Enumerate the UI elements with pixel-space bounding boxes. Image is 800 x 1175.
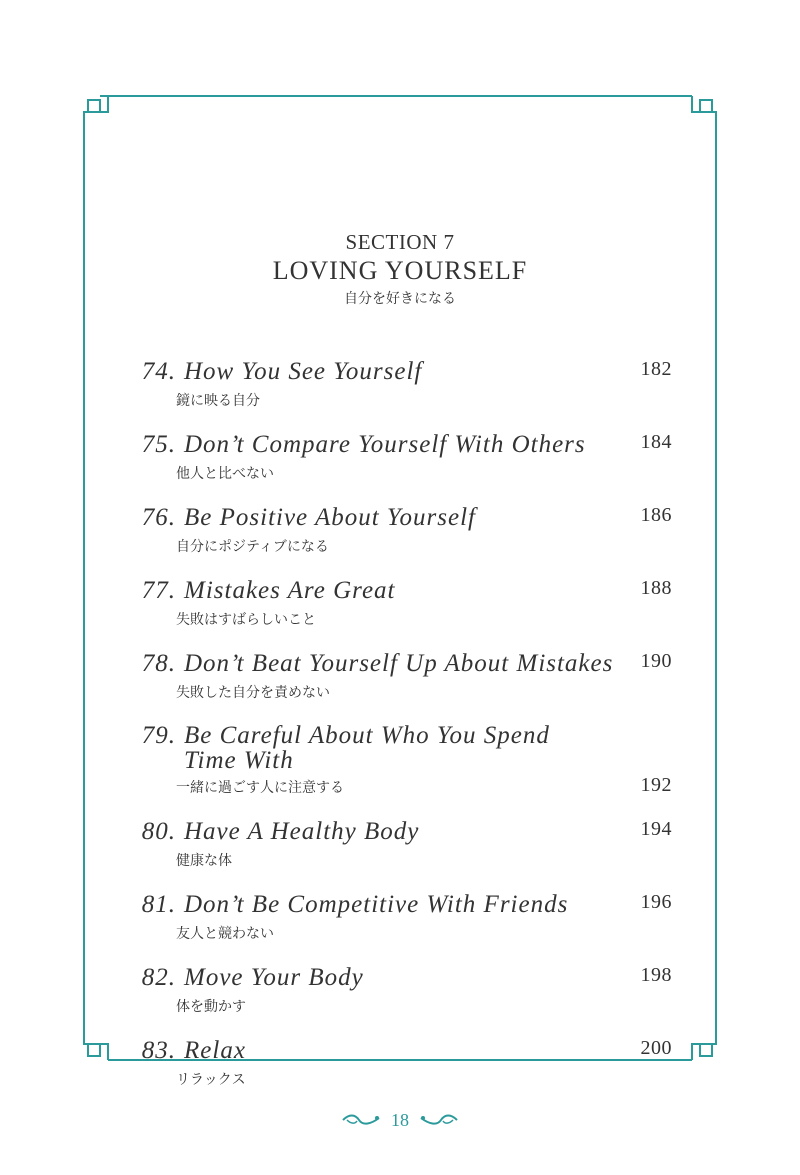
corner-ornament-top-left-icon: [84, 96, 108, 120]
toc-entry-74[interactable]: [112, 358, 672, 410]
entry-page-number: 192: [640, 774, 672, 796]
entry-subtitle-jp: 鏡に映る自分: [176, 393, 260, 409]
entry-number: 78.: [141, 650, 176, 677]
entry-number: 77.: [141, 577, 176, 604]
entry-subtitle-jp: リラックス: [176, 1072, 246, 1088]
toc-entry-76[interactable]: [112, 504, 672, 556]
entry-number: 82.: [141, 964, 176, 991]
corner-ornament-bottom-right-icon: [692, 1036, 716, 1060]
entry-subtitle-jp: 失敗はすばらしいこと: [176, 612, 316, 628]
entry-number: 74.: [141, 358, 176, 385]
entry-title: Move Your Body: [184, 964, 364, 991]
toc-entry-81[interactable]: [112, 891, 672, 943]
entry-page-number: 194: [640, 818, 672, 840]
section-label: SECTION 7: [345, 230, 455, 254]
entry-page-number: 188: [640, 577, 672, 599]
entry-subtitle-jp: 自分にポジティブになる: [176, 539, 329, 555]
corner-ornament-top-right-icon: [692, 96, 716, 120]
entry-subtitle-jp: 体を動かす: [176, 999, 246, 1015]
toc-entry-82[interactable]: [112, 964, 672, 1016]
entry-number: 80.: [141, 818, 176, 845]
entry-page-number: 200: [640, 1037, 672, 1059]
table-of-contents: [112, 358, 672, 1110]
entry-page-number: 198: [640, 964, 672, 986]
entry-page-number: 190: [640, 650, 672, 672]
section-header: [0, 230, 800, 309]
entry-page-number: 186: [640, 504, 672, 526]
entry-title: Don’t Beat Yourself Up About Mistakes: [184, 650, 614, 677]
page-number: 18: [391, 1110, 409, 1130]
page-footer: [0, 1110, 800, 1130]
section-subtitle-jp: 自分を好きになる: [344, 291, 456, 307]
entry-title: Be Careful About Who You Spend Time With: [184, 722, 550, 774]
entry-number: 75.: [141, 431, 176, 458]
toc-entry-77[interactable]: [112, 577, 672, 629]
corner-ornament-bottom-left-icon: [84, 1036, 108, 1060]
entry-subtitle-jp: 他人と比べない: [176, 466, 274, 482]
entry-page-number: 182: [640, 358, 672, 380]
entry-page-number: 196: [640, 891, 672, 913]
flourish-left-icon: [341, 1112, 381, 1128]
entry-subtitle-jp: 一緒に過ごす人に注意する: [176, 780, 344, 796]
entry-title: Mistakes Are Great: [184, 577, 396, 604]
entry-title: Relax: [184, 1037, 246, 1064]
entry-page-number: 184: [640, 431, 672, 453]
entry-subtitle-jp: 失敗した自分を責めない: [176, 685, 330, 701]
toc-entry-80[interactable]: [112, 818, 672, 870]
entry-title: Don’t Be Competitive With Friends: [184, 891, 569, 918]
entry-number: 79.: [141, 722, 176, 749]
flourish-right-icon: [419, 1112, 459, 1128]
entry-title: How You See Yourself: [184, 358, 423, 385]
toc-entry-83[interactable]: [112, 1037, 672, 1089]
entry-subtitle-jp: 友人と競わない: [176, 926, 274, 942]
toc-entry-78[interactable]: [112, 650, 672, 702]
entry-title: Be Positive About Yourself: [184, 504, 476, 531]
entry-title: Don’t Compare Yourself With Others: [184, 431, 586, 458]
entry-subtitle-jp: 健康な体: [176, 853, 232, 869]
entry-number: 76.: [141, 504, 176, 531]
entry-number: 83.: [141, 1037, 176, 1064]
section-title: LOVING YOURSELF: [272, 256, 528, 285]
toc-entry-79[interactable]: [112, 723, 672, 797]
entry-title: Have A Healthy Body: [184, 818, 420, 845]
toc-entry-75[interactable]: [112, 431, 672, 483]
entry-number: 81.: [141, 891, 176, 918]
